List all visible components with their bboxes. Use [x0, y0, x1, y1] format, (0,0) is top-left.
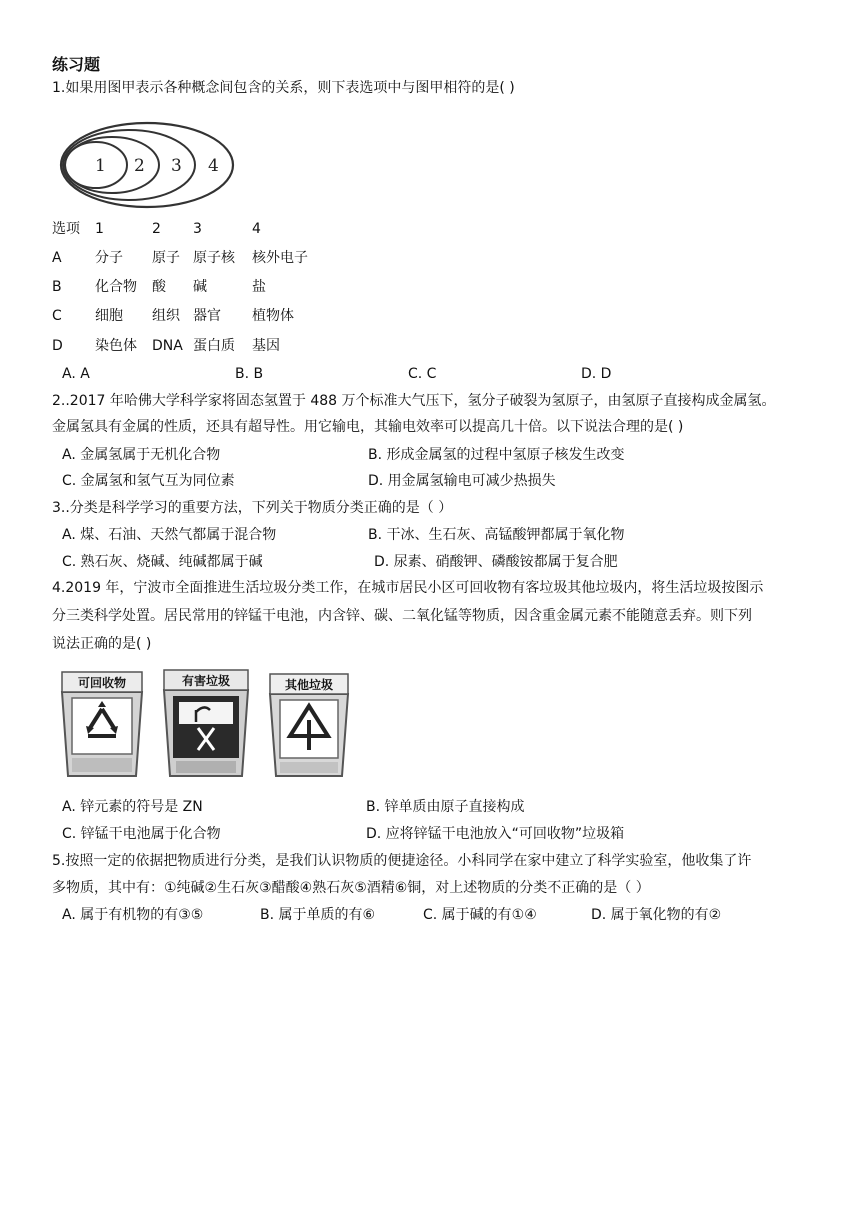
q2-option-d[interactable]: D. 用金属氢输电可减少热损失: [368, 473, 556, 489]
q2-option-c[interactable]: C. 金属氢和氢气互为同位素: [62, 473, 235, 489]
q4-option-b[interactable]: B. 锌单质由原子直接构成: [366, 799, 525, 815]
table-cell: 蛋白质: [193, 338, 235, 354]
q5-option-a[interactable]: A. 属于有机物的有③⑤: [62, 907, 204, 923]
table-cell: 碱: [193, 279, 207, 295]
table-cell: B: [52, 279, 62, 295]
table-cell: 植物体: [252, 308, 294, 324]
table-cell: A: [52, 250, 62, 266]
question-1-text: 1.如果用图甲表示各种概念间包含的关系，则下表选项中与图甲相符的是( ): [52, 80, 515, 96]
table-cell: 分子: [95, 250, 123, 266]
q4-option-a[interactable]: A. 锌元素的符号是 ZN: [62, 799, 203, 815]
table-cell: 染色体: [95, 338, 137, 354]
q5-option-d[interactable]: D. 属于氧化物的有②: [591, 907, 722, 923]
diagram-label-4: 4: [208, 156, 219, 176]
q3-option-c[interactable]: C. 熟石灰、烧碱、纯碱都属于碱: [62, 554, 263, 570]
q5-option-b[interactable]: B. 属于单质的有⑥: [260, 907, 376, 923]
q3-option-a[interactable]: A. 煤、石油、天然气都属于混合物: [62, 527, 277, 543]
table-header-cell: 2: [152, 221, 161, 237]
bin-label-hazardous: 有害垃圾: [181, 674, 231, 688]
table-cell: 化合物: [95, 279, 137, 295]
other-waste-bin: [270, 674, 348, 776]
table-header-cell: 3: [193, 221, 202, 237]
q5-option-c[interactable]: C. 属于碱的有①④: [423, 907, 537, 923]
table-cell: 器官: [193, 308, 221, 324]
table-cell: 原子核: [193, 250, 235, 266]
q4-option-d[interactable]: D. 应将锌锰干电池放入“可回收物”垃圾箱: [366, 826, 625, 842]
table-cell: 核外电子: [252, 250, 308, 266]
question-4-line-3: 说法正确的是( ): [52, 636, 152, 652]
question-5-line-2: 多物质，其中有：①纯碱②生石灰③醋酸④熟石灰⑤酒精⑥铜，对上述物质的分类不正确的是（ ）: [52, 880, 650, 896]
q3-option-b[interactable]: B. 干冰、生石灰、高锰酸钾都属于氧化物: [368, 527, 625, 543]
q1-option-c[interactable]: C. C: [408, 366, 437, 382]
diagram-label-1: 1: [95, 156, 106, 176]
table-cell: 盐: [252, 279, 266, 295]
bin-label-other: 其他垃圾: [284, 678, 334, 692]
q1-option-b[interactable]: B. B: [235, 366, 264, 382]
q1-option-d[interactable]: D. D: [581, 366, 612, 382]
diagram-label-3: 3: [171, 156, 182, 176]
diagram-label-2: 2: [134, 156, 145, 176]
q2-option-b[interactable]: B. 形成金属氢的过程中氢原子核发生改变: [368, 447, 625, 463]
bin-label-recyclable: 可回收物: [77, 676, 127, 690]
question-2-line-2: 金属氢具有金属的性质，还具有超导性。用它输电，其输电效率可以提高几十倍。以下说法合理的是( ): [52, 419, 684, 435]
q4-option-c[interactable]: C. 锌锰干电池属于化合物: [62, 826, 221, 842]
q2-option-a[interactable]: A. 金属氢属于无机化合物: [62, 447, 221, 463]
q1-option-a[interactable]: A. A: [62, 366, 90, 382]
table-header-cell: 选项: [52, 221, 80, 237]
question-4-line-2: 分三类科学处置。居民常用的锌锰干电池，内含锌、碳、二氧化锰等物质，因含重金属元素不能随意丢弃。则下列: [52, 608, 752, 624]
recyclable-bin: [62, 672, 142, 776]
question-2-line-1: 2..2017 年哈佛大学科学家将固态氢置于 488 万个标准大气压下，氢分子破裂为氢原子，由氢原子直接构成金属氢。: [52, 393, 776, 409]
table-header-cell: 4: [252, 221, 261, 237]
waste-bins-figure: [58, 666, 358, 784]
table-cell: 原子: [152, 250, 180, 266]
hazardous-bin: [164, 670, 248, 776]
table-cell: 酸: [152, 279, 166, 295]
table-cell: DNA: [152, 338, 183, 354]
page-title: 练习题: [52, 55, 101, 74]
question-5-line-1: 5.按照一定的依据把物质进行分类，是我们认识物质的便捷途径。小科同学在家中建立了科学实验室，他收集了许: [52, 853, 752, 869]
question-3-text: 3..分类是科学学习的重要方法，下列关于物质分类正确的是（ ）: [52, 500, 453, 516]
table-cell: 基因: [252, 338, 280, 354]
table-cell: C: [52, 308, 62, 324]
nested-ellipse-diagram: [55, 118, 245, 214]
table-cell: D: [52, 338, 63, 354]
q3-option-d[interactable]: D. 尿素、硝酸钾、磷酸铵都属于复合肥: [374, 554, 618, 570]
table-cell: 组织: [152, 308, 180, 324]
table-header-cell: 1: [95, 221, 104, 237]
question-4-line-1: 4.2019 年，宁波市全面推进生活垃圾分类工作，在城市居民小区可回收物有客垃圾其他垃圾内，将生活垃圾按图示: [52, 580, 764, 596]
table-cell: 细胞: [95, 308, 123, 324]
